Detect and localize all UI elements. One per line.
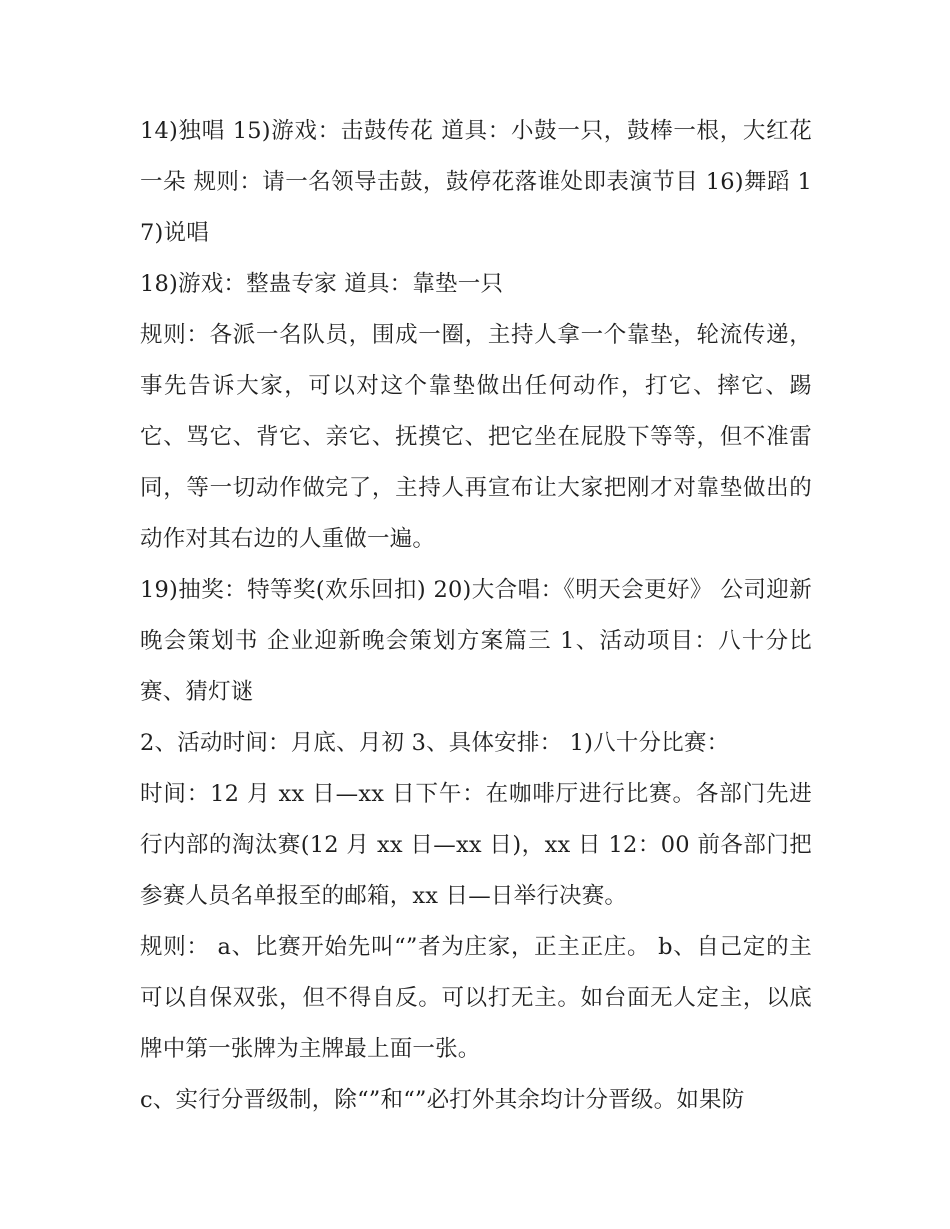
paragraph-game-prank-expert: 18)游戏：整蛊专家 道具：靠垫一只 [140, 271, 504, 297]
paragraph-activity-time: 2、活动时间：月底、月初 3、具体安排： 1)八十分比赛： [140, 730, 730, 756]
paragraph-game-rules: 规则：各派一名队员，围成一圈，主持人拿一个靠垫，轮流传递，事先告诉大家，可以对这个靠垫做出任何动作，打它、摔它、踢它、骂它、背它、亲它、抚摸它、把它坐在屁股下等等，但不准雷同，等一切动作做完了，主持人再宣布让大家把刚才对靠垫做出的动作对其右边的人重做一遍。 [140, 322, 812, 552]
paragraph-match-schedule: 时间：12 月 xx 日—xx 日下午：在咖啡厅进行比赛。各部门先进行内部的淘汰赛(12 月 xx 日—xx 日)，xx 日 12：00 前各部门把参赛人员名单报至的邮箱，xx 日—日举行决赛。 [140, 781, 812, 909]
paragraph-match-rules: 规则： a、比赛开始先叫“”者为庄家，正主正庄。 b、自己定的主可以自保双张，但不得自反。可以打无主。如台面无人定主，以底牌中第一张牌为主牌最上面一张。 [140, 934, 812, 1062]
paragraph-lottery-and-plan: 19)抽奖：特等奖(欢乐回扣) 20)大合唱：《明天会更好》 公司迎新晚会策划书 企业迎新晚会策划方案篇三 1、活动项目：八十分比赛、猜灯谜 [140, 577, 812, 705]
document-body [140, 106, 812, 1126]
paragraph-scoring-rules: c、实行分晋级制，除“”和“”必打外其余均计分晋级。如果防 [140, 1087, 745, 1113]
paragraph-program-list: 14)独唱 15)游戏：击鼓传花 道具：小鼓一只，鼓棒一根，大红花一朵 规则：请一名领导击鼓，鼓停花落谁处即表演节目 16)舞蹈 17)说唱 [140, 118, 812, 246]
